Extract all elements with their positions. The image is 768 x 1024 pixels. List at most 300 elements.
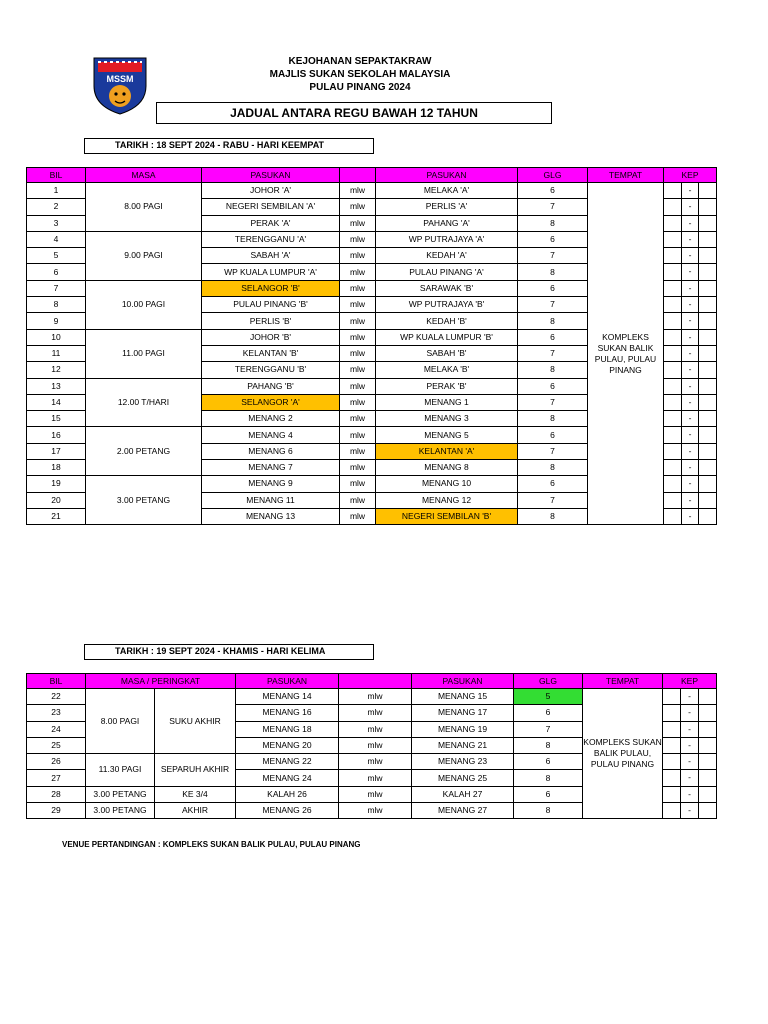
vs-cell: mlw	[340, 215, 376, 231]
vs-cell: mlw	[340, 345, 376, 361]
column-header: MASA / PERINGKAT	[86, 674, 236, 689]
vs-cell: mlw	[340, 476, 376, 492]
glg-cell: 6	[518, 329, 588, 345]
kep-box	[698, 346, 716, 361]
vs-cell: mlw	[340, 199, 376, 215]
kep-cell	[663, 754, 717, 770]
bil-cell: 20	[27, 492, 86, 508]
kep-boxes	[664, 395, 716, 410]
kep-boxes	[664, 493, 716, 508]
kep-box	[664, 379, 681, 394]
kep-box	[698, 395, 716, 410]
vs-cell: mlw	[340, 378, 376, 394]
kep-cell	[664, 460, 717, 476]
glg-cell: 7	[518, 199, 588, 215]
team-a-cell: MENANG 14	[236, 689, 339, 705]
bil-cell: 10	[27, 329, 86, 345]
kep-value: -	[680, 770, 698, 785]
kep-value: -	[680, 787, 698, 802]
kep-cell	[663, 803, 717, 819]
vs-cell: mlw	[340, 280, 376, 296]
column-header: TEMPAT	[583, 674, 663, 689]
glg-cell: 8	[518, 460, 588, 476]
team-b-cell: WP PUTRAJAYA 'A'	[376, 231, 518, 247]
team-a-cell: KELANTAN 'B'	[202, 345, 340, 361]
bil-cell: 29	[27, 803, 86, 819]
vs-cell: mlw	[339, 754, 412, 770]
team-a-cell: MENANG 16	[236, 705, 339, 721]
vs-cell: mlw	[340, 460, 376, 476]
kep-boxes	[664, 199, 716, 214]
kep-boxes	[664, 509, 716, 524]
day2-date: TARIKH : 19 SEPT 2024 - KHAMIS - HARI KELIMA	[84, 644, 374, 660]
masa-cell: 11.30 PAGI	[86, 754, 155, 787]
kep-box	[664, 346, 681, 361]
kep-cell	[664, 345, 717, 361]
kep-boxes	[664, 427, 716, 442]
kep-box	[698, 722, 716, 737]
column-header: KEP	[663, 674, 717, 689]
kep-cell	[664, 508, 717, 524]
team-a-cell: MENANG 2	[202, 411, 340, 427]
bil-cell: 1	[27, 183, 86, 199]
team-a-cell: MENANG 13	[202, 508, 340, 524]
kep-cell	[664, 492, 717, 508]
bil-cell: 28	[27, 786, 86, 802]
kep-boxes	[664, 232, 716, 247]
kep-box	[698, 509, 716, 524]
kep-boxes	[664, 264, 716, 279]
kep-cell	[664, 329, 717, 345]
kep-box	[698, 199, 716, 214]
team-b-cell: MENANG 12	[376, 492, 518, 508]
vs-cell: mlw	[339, 705, 412, 721]
vs-cell: mlw	[340, 231, 376, 247]
kep-box	[698, 444, 716, 459]
kep-box	[664, 444, 681, 459]
vs-cell: mlw	[340, 427, 376, 443]
vs-cell: mlw	[339, 786, 412, 802]
masa-cell: 2.00 PETANG	[86, 427, 202, 476]
column-header: GLG	[518, 168, 588, 183]
team-a-cell: MENANG 26	[236, 803, 339, 819]
kep-value: -	[681, 509, 699, 524]
day1-date: TARIKH : 18 SEPT 2024 - RABU - HARI KEEMPAT	[84, 138, 374, 154]
masa-cell: 3.00 PETANG	[86, 476, 202, 525]
glg-cell: 7	[518, 443, 588, 459]
kep-boxes	[663, 754, 716, 769]
team-b-cell: NEGERI SEMBILAN 'B'	[376, 508, 518, 524]
glg-cell: 6	[514, 705, 583, 721]
team-a-cell: MENANG 4	[202, 427, 340, 443]
kep-box	[698, 738, 716, 753]
glg-cell: 8	[514, 770, 583, 786]
column-header: TEMPAT	[588, 168, 664, 183]
kep-box	[698, 183, 716, 198]
bil-cell: 24	[27, 721, 86, 737]
kep-value: -	[681, 476, 699, 491]
team-b-cell: MENANG 1	[376, 394, 518, 410]
masa-cell: 3.00 PETANG	[86, 786, 155, 802]
kep-box	[664, 281, 681, 296]
masa-cell: 10.00 PAGI	[86, 280, 202, 329]
kep-value: -	[681, 493, 699, 508]
kep-boxes	[664, 281, 716, 296]
kep-box	[664, 362, 681, 377]
kep-box	[664, 313, 681, 328]
vs-cell: mlw	[340, 411, 376, 427]
kep-value: -	[680, 705, 698, 720]
kep-cell	[664, 476, 717, 492]
bil-cell: 5	[27, 248, 86, 264]
peringkat-cell: SUKU AKHIR	[155, 689, 236, 754]
team-b-cell: MENANG 5	[376, 427, 518, 443]
vs-cell: mlw	[340, 492, 376, 508]
glg-cell: 8	[518, 508, 588, 524]
bil-cell: 26	[27, 754, 86, 770]
team-a-cell: NEGERI SEMBILAN 'A'	[202, 199, 340, 215]
team-b-cell: PAHANG 'A'	[376, 215, 518, 231]
team-a-cell: TERENGGANU 'A'	[202, 231, 340, 247]
kep-value: -	[681, 313, 699, 328]
column-header: KEP	[664, 168, 717, 183]
team-a-cell: MENANG 24	[236, 770, 339, 786]
vs-cell: mlw	[339, 770, 412, 786]
kep-box	[663, 754, 680, 769]
team-a-cell: WP KUALA LUMPUR 'A'	[202, 264, 340, 280]
kep-box	[663, 803, 680, 818]
team-b-cell: MENANG 8	[376, 460, 518, 476]
column-header: PASUKAN	[202, 168, 340, 183]
kep-boxes	[664, 460, 716, 475]
kep-boxes	[664, 362, 716, 377]
masa-cell: 12.00 T/HARI	[86, 378, 202, 427]
bil-cell: 16	[27, 427, 86, 443]
vs-cell: mlw	[340, 313, 376, 329]
kep-value: -	[681, 330, 699, 345]
kep-boxes	[663, 722, 716, 737]
team-a-cell: PERLIS 'B'	[202, 313, 340, 329]
peringkat-cell: KE 3/4	[155, 786, 236, 802]
kep-boxes	[664, 183, 716, 198]
glg-cell: 8	[514, 737, 583, 753]
masa-cell: 11.00 PAGI	[86, 329, 202, 378]
bil-cell: 15	[27, 411, 86, 427]
glg-cell: 8	[518, 313, 588, 329]
glg-cell: 7	[518, 394, 588, 410]
kep-box	[698, 232, 716, 247]
bil-cell: 11	[27, 345, 86, 361]
kep-box	[663, 770, 680, 785]
kep-cell	[664, 427, 717, 443]
header-line-1: KEJOHANAN SEPAKTAKRAW	[288, 56, 432, 67]
kep-box	[698, 281, 716, 296]
kep-cell	[663, 705, 717, 721]
kep-box	[698, 705, 716, 720]
team-b-cell: KEDAH 'A'	[376, 248, 518, 264]
kep-box	[698, 362, 716, 377]
column-header: PASUKAN	[376, 168, 518, 183]
schedule-title: JADUAL ANTARA REGU BAWAH 12 TAHUN	[156, 102, 552, 124]
kep-box	[664, 232, 681, 247]
glg-cell: 6	[518, 427, 588, 443]
kep-cell	[663, 786, 717, 802]
bil-cell: 22	[27, 689, 86, 705]
kep-box	[664, 395, 681, 410]
team-b-cell: MELAKA 'B'	[376, 362, 518, 378]
team-a-cell: MENANG 6	[202, 443, 340, 459]
kep-box	[664, 248, 681, 263]
kep-box	[698, 476, 716, 491]
glg-cell: 7	[518, 492, 588, 508]
team-a-cell: MENANG 22	[236, 754, 339, 770]
kep-box	[663, 705, 680, 720]
bil-cell: 19	[27, 476, 86, 492]
kep-box	[664, 493, 681, 508]
kep-value: -	[681, 362, 699, 377]
kep-box	[664, 264, 681, 279]
kep-box	[698, 264, 716, 279]
kep-box	[698, 460, 716, 475]
kep-value: -	[681, 297, 699, 312]
team-a-cell: MENANG 7	[202, 460, 340, 476]
column-header	[340, 168, 376, 183]
kep-value: -	[680, 738, 698, 753]
table-row	[27, 689, 717, 705]
kep-cell	[664, 394, 717, 410]
kep-boxes	[663, 738, 716, 753]
team-b-cell: MENANG 21	[412, 737, 514, 753]
bil-cell: 12	[27, 362, 86, 378]
team-b-cell: WP KUALA LUMPUR 'B'	[376, 329, 518, 345]
kep-boxes	[664, 248, 716, 263]
glg-cell: 6	[518, 476, 588, 492]
bil-cell: 7	[27, 280, 86, 296]
kep-cell	[663, 721, 717, 737]
glg-cell: 8	[518, 264, 588, 280]
bil-cell: 9	[27, 313, 86, 329]
vs-cell: mlw	[339, 689, 412, 705]
kep-boxes	[663, 787, 716, 802]
bil-cell: 23	[27, 705, 86, 721]
kep-boxes	[663, 689, 716, 704]
bil-cell: 3	[27, 215, 86, 231]
vs-cell: mlw	[340, 394, 376, 410]
tempat-cell: KOMPLEKS SUKAN BALIK PULAU, PULAU PINANG	[583, 689, 663, 819]
kep-box	[698, 297, 716, 312]
peringkat-cell: SEPARUH AKHIR	[155, 754, 236, 787]
header-line-2: MAJLIS SUKAN SEKOLAH MALAYSIA	[269, 69, 451, 80]
column-header: BIL	[27, 168, 86, 183]
team-b-cell: MENANG 10	[376, 476, 518, 492]
kep-cell	[664, 443, 717, 459]
glg-cell: 8	[518, 362, 588, 378]
team-b-cell: PULAU PINANG 'A'	[376, 264, 518, 280]
kep-box	[698, 216, 716, 231]
peringkat-cell: AKHIR	[155, 803, 236, 819]
kep-box	[664, 297, 681, 312]
bil-cell: 13	[27, 378, 86, 394]
kep-box	[698, 379, 716, 394]
masa-cell: 9.00 PAGI	[86, 231, 202, 280]
glg-cell: 7	[514, 721, 583, 737]
glg-cell: 6	[518, 378, 588, 394]
logo-text: MSSM	[106, 74, 134, 84]
team-b-cell: KELANTAN 'A'	[376, 443, 518, 459]
kep-boxes	[664, 297, 716, 312]
kep-boxes	[664, 216, 716, 231]
kep-cell	[664, 313, 717, 329]
kep-value: -	[680, 689, 698, 704]
kep-box	[664, 427, 681, 442]
bil-cell: 17	[27, 443, 86, 459]
kep-box	[698, 689, 716, 704]
kep-boxes	[663, 770, 716, 785]
team-a-cell: SELANGOR 'B'	[202, 280, 340, 296]
team-b-cell: KALAH 27	[412, 786, 514, 802]
team-a-cell: KALAH 26	[236, 786, 339, 802]
kep-box	[698, 248, 716, 263]
day1-schedule-table	[26, 167, 717, 525]
kep-box	[663, 787, 680, 802]
team-b-cell: MENANG 25	[412, 770, 514, 786]
team-b-cell: MENANG 19	[412, 721, 514, 737]
kep-boxes	[664, 346, 716, 361]
kep-cell	[664, 248, 717, 264]
table-row	[27, 183, 717, 199]
kep-value: -	[681, 460, 699, 475]
team-a-cell: SABAH 'A'	[202, 248, 340, 264]
kep-box	[698, 754, 716, 769]
kep-box	[698, 493, 716, 508]
kep-box	[664, 476, 681, 491]
team-b-cell: SABAH 'B'	[376, 345, 518, 361]
kep-box	[664, 216, 681, 231]
kep-value: -	[681, 199, 699, 214]
kep-value: -	[681, 427, 699, 442]
vs-cell: mlw	[340, 248, 376, 264]
kep-value: -	[681, 395, 699, 410]
column-header: BIL	[27, 674, 86, 689]
team-a-cell: JOHOR 'A'	[202, 183, 340, 199]
column-header: GLG	[514, 674, 583, 689]
kep-value: -	[680, 803, 698, 818]
bil-cell: 21	[27, 508, 86, 524]
kep-boxes	[664, 476, 716, 491]
team-a-cell: PAHANG 'B'	[202, 378, 340, 394]
kep-cell	[664, 215, 717, 231]
kep-cell	[663, 737, 717, 753]
glg-cell: 8	[514, 803, 583, 819]
team-a-cell: PERAK 'A'	[202, 215, 340, 231]
kep-cell	[664, 378, 717, 394]
kep-cell	[664, 264, 717, 280]
column-header	[339, 674, 412, 689]
tempat-cell: KOMPLEKS SUKAN BALIK PULAU, PULAU PINANG	[588, 183, 664, 525]
kep-cell	[663, 770, 717, 786]
column-header: MASA	[86, 168, 202, 183]
kep-boxes	[664, 379, 716, 394]
kep-value: -	[681, 248, 699, 263]
team-a-cell: MENANG 9	[202, 476, 340, 492]
glg-cell: 6	[514, 754, 583, 770]
kep-box	[698, 770, 716, 785]
kep-box	[698, 803, 716, 818]
vs-cell: mlw	[340, 443, 376, 459]
kep-box	[663, 689, 680, 704]
glg-cell: 5	[514, 689, 583, 705]
bil-cell: 14	[27, 394, 86, 410]
kep-cell	[664, 231, 717, 247]
kep-value: -	[680, 722, 698, 737]
header-row	[27, 674, 717, 689]
kep-boxes	[664, 330, 716, 345]
kep-boxes	[663, 705, 716, 720]
kep-value: -	[681, 183, 699, 198]
team-a-cell: MENANG 11	[202, 492, 340, 508]
team-b-cell: MENANG 23	[412, 754, 514, 770]
team-a-cell: TERENGGANU 'B'	[202, 362, 340, 378]
glg-cell: 7	[518, 297, 588, 313]
kep-cell	[664, 297, 717, 313]
bil-cell: 27	[27, 770, 86, 786]
vs-cell: mlw	[339, 721, 412, 737]
team-b-cell: MENANG 3	[376, 411, 518, 427]
team-b-cell: MENANG 17	[412, 705, 514, 721]
team-a-cell: MENANG 18	[236, 721, 339, 737]
vs-cell: mlw	[339, 737, 412, 753]
team-a-cell: PULAU PINANG 'B'	[202, 297, 340, 313]
kep-cell	[664, 362, 717, 378]
team-a-cell: SELANGOR 'A'	[202, 394, 340, 410]
kep-box	[664, 183, 681, 198]
vs-cell: mlw	[340, 183, 376, 199]
kep-value: -	[681, 444, 699, 459]
kep-box	[663, 738, 680, 753]
kep-cell	[663, 689, 717, 705]
bil-cell: 18	[27, 460, 86, 476]
glg-cell: 8	[518, 215, 588, 231]
kep-value: -	[681, 281, 699, 296]
column-header: PASUKAN	[236, 674, 339, 689]
bil-cell: 2	[27, 199, 86, 215]
glg-cell: 6	[518, 183, 588, 199]
kep-box	[698, 427, 716, 442]
vs-cell: mlw	[340, 264, 376, 280]
header-row	[27, 168, 717, 183]
bil-cell: 6	[27, 264, 86, 280]
kep-box	[698, 313, 716, 328]
kep-cell	[664, 280, 717, 296]
team-b-cell: KEDAH 'B'	[376, 313, 518, 329]
kep-box	[664, 411, 681, 426]
kep-cell	[664, 183, 717, 199]
team-b-cell: PERLIS 'A'	[376, 199, 518, 215]
header-line-3: PULAU PINANG 2024	[309, 82, 411, 93]
venue-note: VENUE PERTANDINGAN : KOMPLEKS SUKAN BALIK PULAU, PULAU PINANG	[62, 840, 361, 849]
kep-box	[664, 330, 681, 345]
masa-cell: 8.00 PAGI	[86, 689, 155, 754]
kep-value: -	[681, 346, 699, 361]
bil-cell: 25	[27, 737, 86, 753]
vs-cell: mlw	[340, 508, 376, 524]
column-header: PASUKAN	[412, 674, 514, 689]
glg-cell: 6	[518, 231, 588, 247]
kep-value: -	[681, 216, 699, 231]
kep-value: -	[681, 379, 699, 394]
kep-box	[698, 330, 716, 345]
kep-box	[664, 199, 681, 214]
